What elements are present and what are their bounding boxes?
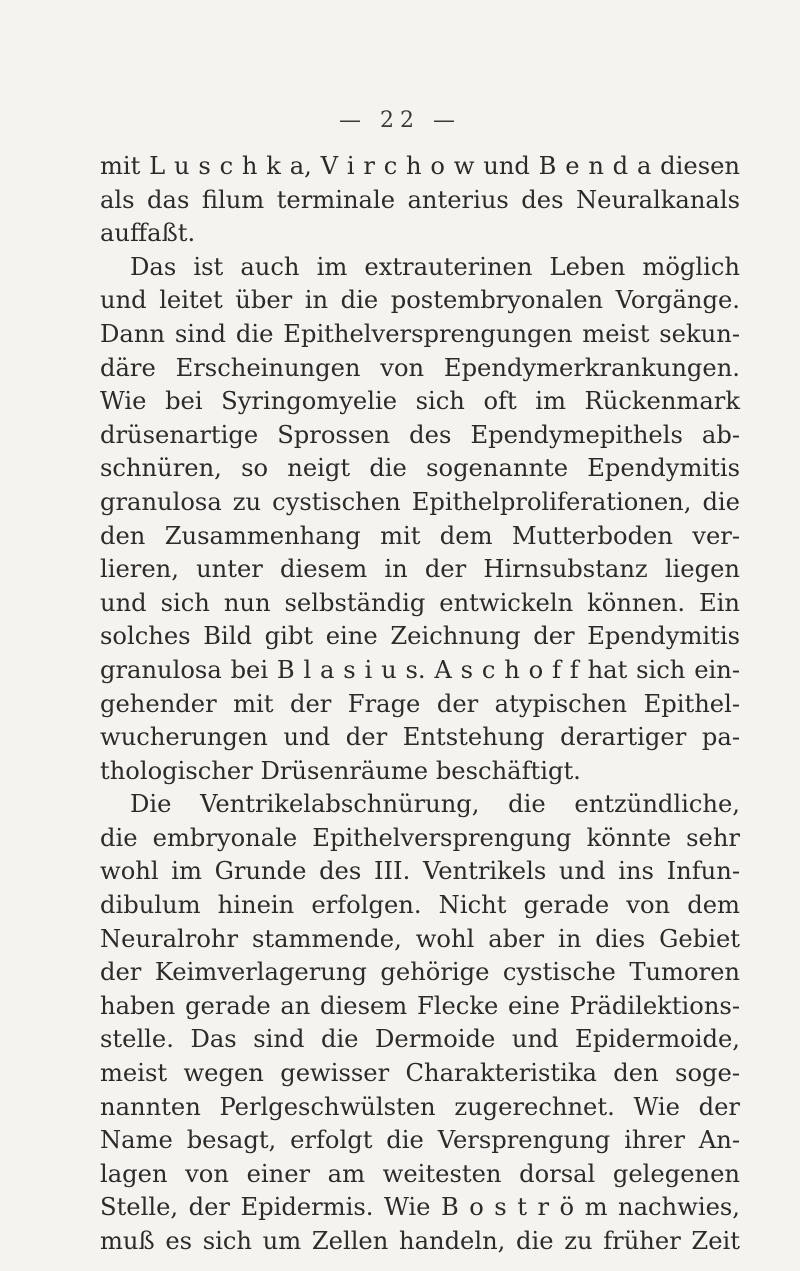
text-line: wucherungen und der Entstehung derartiger pa- bbox=[100, 723, 740, 752]
text-line: dibulum hinein erfolgen. Nicht gerade von dem bbox=[100, 891, 740, 920]
text-line: Dann sind die Epithelversprengungen meist sekun- bbox=[100, 319, 740, 348]
text-line: mit L u s c h k a, V i r c h o w und B e n d a diesen bbox=[100, 152, 740, 180]
body-text bbox=[100, 150, 740, 1259]
text-line: lagen von einer am weitesten dorsal gelegenen bbox=[100, 1159, 740, 1188]
text-line: Neuralrohr stammende, wohl aber in dies Gebiet bbox=[100, 924, 740, 953]
text-line: der Keimverlagerung gehörige cystische Tumoren bbox=[100, 958, 740, 987]
text-line: lieren, unter diesem in der Hirnsubstanz liegen bbox=[100, 555, 740, 584]
text-line: Das ist auch im extrauterinen Leben möglich bbox=[130, 252, 740, 281]
text-line: solches Bild gibt eine Zeichnung der Ependymitis bbox=[100, 622, 740, 651]
text-line: Die Ventrikelabschnürung, die entzündliche, bbox=[130, 790, 740, 819]
text-line: muß es sich um Zellen handeln, die zu früher Zeit bbox=[100, 1227, 740, 1255]
text-line: und leitet über in die postembryonalen Vorgänge. bbox=[100, 286, 740, 315]
text-line: als das filum terminale anterius des Neuralkanals bbox=[100, 185, 740, 214]
text-line: thologischer Drüsenräume beschäftigt. bbox=[100, 756, 581, 785]
text-line: gehender mit der Frage der atypischen Epithel- bbox=[100, 689, 740, 718]
text-line: die embryonale Epithelversprengung könnte sehr bbox=[100, 823, 740, 852]
text-line: granulosa bei B l a s i u s. A s c h o f f hat sich ein- bbox=[100, 655, 740, 684]
text-line: stelle. Das sind die Dermoide und Epidermoide, bbox=[100, 1025, 740, 1054]
text-line: wohl im Grunde des III. Ventrikels und ins Infun- bbox=[100, 857, 740, 886]
page-number: — 22 — bbox=[339, 108, 461, 133]
text-line: däre Erscheinungen von Ependymerkrankungen. bbox=[100, 353, 740, 382]
text-line: Stelle, der Epidermis. Wie B o s t r ö m nachwies, bbox=[100, 1193, 740, 1222]
text-line: auffaßt. bbox=[100, 219, 196, 248]
text-line: haben gerade an diesem Flecke eine Prädilektions- bbox=[100, 991, 740, 1020]
text-line: und sich nun selbständig entwickeln können. Ein bbox=[100, 588, 740, 617]
text-line: drüsenartige Sprossen des Ependymepithels ab- bbox=[100, 420, 740, 449]
text-line: nannten Perlgeschwülsten zugerechnet. Wie der bbox=[100, 1092, 740, 1121]
text-line: den Zusammenhang mit dem Mutterboden ver- bbox=[100, 521, 740, 550]
text-line: granulosa zu cystischen Epithelproliferationen, die bbox=[100, 487, 740, 516]
text-line: Name besagt, erfolgt die Versprengung ihrer An- bbox=[100, 1126, 740, 1155]
text-line: Wie bei Syringomyelie sich oft im Rückenmark bbox=[100, 387, 740, 416]
text-line: schnüren, so neigt die sogenannte Ependymitis bbox=[100, 454, 740, 483]
text-line: meist wegen gewisser Charakteristika den soge- bbox=[100, 1059, 740, 1088]
